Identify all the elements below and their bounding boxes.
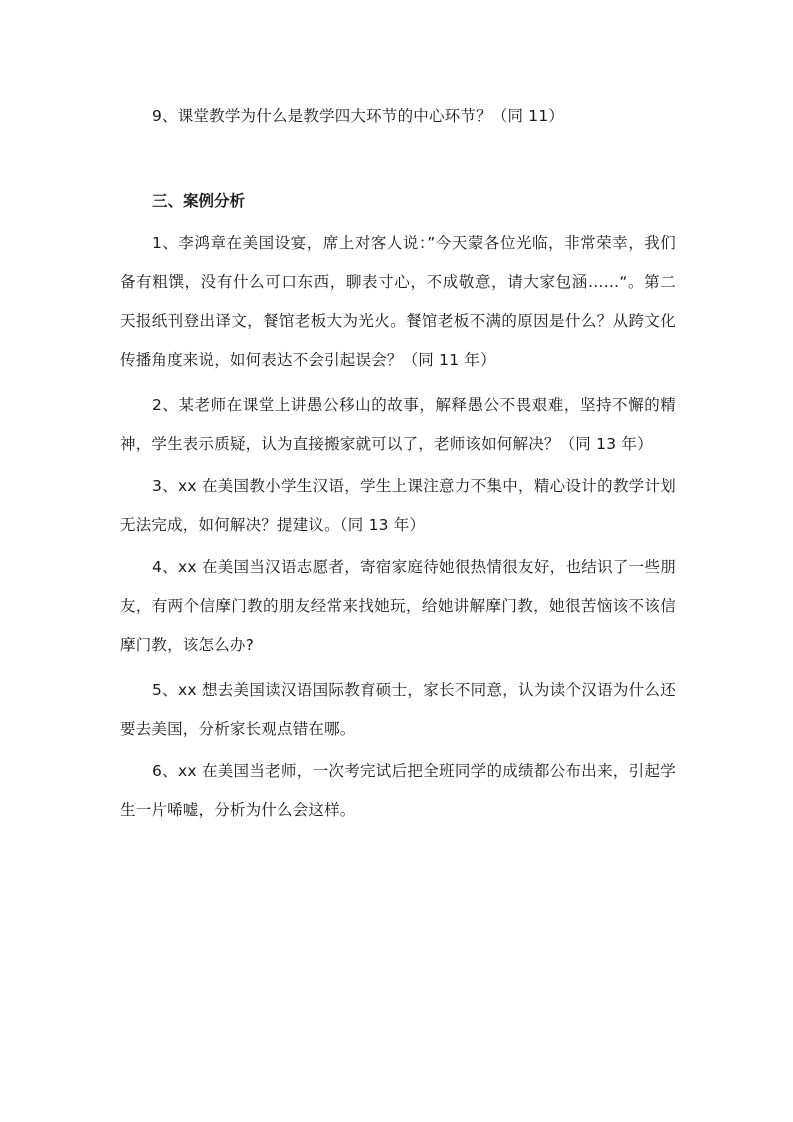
case-2: 2、某老师在课堂上讲愚公移山的故事，解释愚公不畏艰难，坚持不懈的精神，学生表示质疑，认为直接搬家就可以了，老师该如何解决？（同 13 年）: [120, 396, 676, 453]
question-9: 9、课堂教学为什么是教学四大环节的中心环节？（同 11）: [152, 107, 565, 125]
case-5: 5、xx 想去美国读汉语国际教育硕士，家长不同意，认为读个汉语为什么还要去美国，分析家长观点错在哪。: [120, 681, 676, 738]
case-6: 6、xx 在美国当老师，一次考完试后把全班同学的成绩都公布出来，引起学生一片唏嘘，分析为什么会这样。: [120, 762, 676, 819]
case-4: 4、xx 在美国当汉语志愿者，寄宿家庭待她很热情很友好，也结识了一些朋友，有两个信摩门教的朋友经常来找她玩，给她讲解摩门教，她很苦恼该不该信摩门教，该怎么办?: [120, 558, 676, 654]
section-heading-case-analysis: 三、案例分析: [152, 192, 246, 210]
case-1: 1、李鸿章在美国设宴，席上对客人说：”今天蒙各位光临，非常荣幸，我们备有粗馔，没有什么可口东西，聊表寸心，不成敬意，请大家包涵……“。第二天报纸刊登出译文，餐馆老板大为光火。餐馆老板不满的原因是什么？从跨文化传播角度来说，如何表达不会引起误会？（同 11 年）: [120, 234, 676, 369]
case-3: 3、xx 在美国教小学生汉语，学生上课注意力不集中，精心设计的教学计划无法完成，如何解决？提建议。（同 13 年）: [120, 477, 676, 534]
